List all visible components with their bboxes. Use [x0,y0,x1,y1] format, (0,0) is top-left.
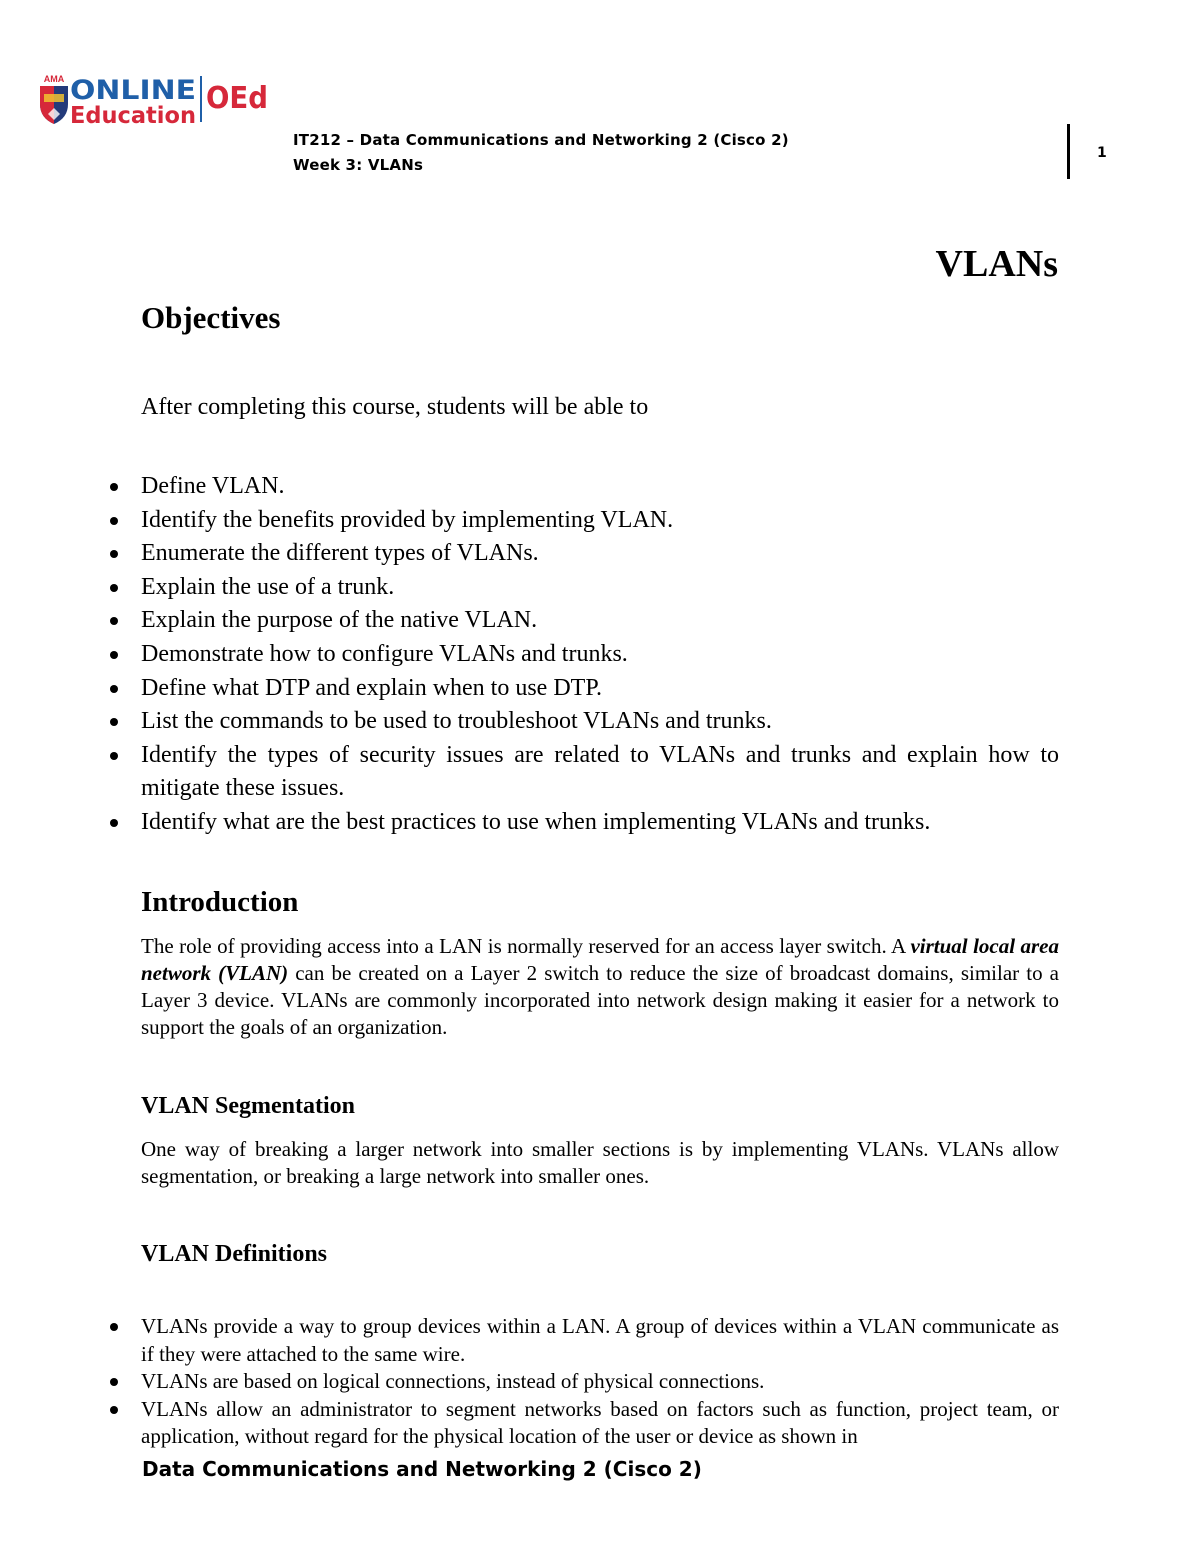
logo-education: Education [70,103,196,126]
logo-abbr: OEd [206,81,268,116]
crest-icon [40,74,68,124]
segmentation-heading: VLAN Segmentation [141,1093,355,1119]
list-item: Explain the use of a trunk. [141,571,1059,605]
list-item: Identify what are the best practices to use when implementing VLANs and trunks. [141,806,1059,840]
course-header: IT212 – Data Communications and Networking 2 (Cisco 2) [293,131,789,149]
list-item: Define what DTP and explain when to use DTP. [141,672,1059,706]
list-item: List the commands to be used to troubleshoot VLANs and trunks. [141,705,1059,739]
page-number: 1 [1097,145,1107,161]
list-item: Identify the types of security issues are related to VLANs and trunks and explain how to mitigate these issues. [141,739,1059,806]
document-title: VLANs [935,243,1058,285]
definitions-list [141,1313,1059,1451]
list-item: Define VLAN. [141,470,1059,504]
list-item: VLANs allow an administrator to segment networks based on factors such as function, project team, or application, without regard for the physical location of the user or device as shown in [141,1396,1059,1451]
objectives-lead: After completing this course, students will be able to [141,394,649,420]
week-header: Week 3: VLANs [293,156,424,174]
list-item: Demonstrate how to configure VLANs and trunks. [141,638,1059,672]
header-divider [1067,124,1070,179]
segmentation-paragraph: One way of breaking a larger network into smaller sections is by implementing VLANs. VLANs allow segmentation, or breaking a large network into smaller ones. [141,1137,1059,1188]
logo-divider [200,76,202,122]
introduction-heading: Introduction [141,886,299,918]
list-item: VLANs provide a way to group devices within a LAN. A group of devices within a VLAN communicate as if they were attached to the same wire. [141,1313,1059,1368]
list-item: Identify the benefits provided by implementing VLAN. [141,504,1059,538]
list-item: Enumerate the different types of VLANs. [141,537,1059,571]
definitions-heading: VLAN Definitions [141,1241,328,1267]
list-item: Explain the purpose of the native VLAN. [141,604,1059,638]
list-item: VLANs are based on logical connections, instead of physical connections. [141,1368,1059,1396]
objectives-heading: Objectives [141,300,281,335]
objectives-list [141,470,1059,840]
logo-online: ONLINE [70,75,196,106]
crest-text: AMA [43,74,65,84]
introduction-paragraph [141,933,1059,1041]
intro-emphasis: virtual local area network (VLAN) [141,934,1059,985]
intro-text-before: The role of providing access into a LAN is normally reserved for an access layer switch. A [141,934,911,958]
page-footer: Data Communications and Networking 2 (Cisco 2) [142,1457,702,1481]
intro-text-after: can be created on a Layer 2 switch to reduce the size of broadcast domains, similar to a Layer 3 device. VLANs are commonly incorporated into network design making it easier for a network to support the goals of an organization. [141,961,1059,1039]
online-education-logo [38,70,270,126]
